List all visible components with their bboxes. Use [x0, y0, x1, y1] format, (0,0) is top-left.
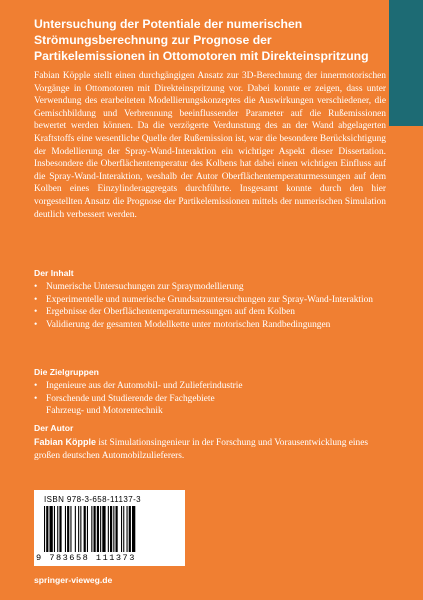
list-item: • Ergebnisse der Oberflächentemperaturmessungen auf dem Kolben [34, 306, 384, 319]
author-name: Fabian Köpple [34, 437, 97, 447]
barcode-digits: 9 783658 111373 [36, 553, 136, 563]
author-description: ist Simulationsingenieur in der Forschung und Vorausentwicklung eines großen deutschen Automobilzulieferers. [34, 438, 369, 461]
list-item: • Validierung der gesamten Modellkette unter motorischen Randbedingungen [34, 319, 384, 332]
abstract-text: Fabian Köpple stellt einen durchgängigen Ansatz zur 3D-Berechnung der innermotorischen Vorgänge in Ottomotoren mit Direkteinspritzung vor. Dabei konnte er zeigen, dass unter Verwendung des erarbeiteten Modellierungskonzeptes die Auswirkungen verschiedener, die Gemischbildung und Verbrennung beeinflussender Parameter auf die Rußemissionen bewertet werden können. Da die verzögerte Verdunstung des an der Wand abgelagerten Kraftstoffs eine wesentliche Quelle der Rußemission ist, war die besondere Berücksichtigung der Modellierung der Spray-Wand-Interaktion ein wichtiger Aspekt dieser Dissertation. Insbesondere die Oberflächentemperatur des Kolbens hat dabei einen wichtigen Einfluss auf die Spray-Wand-Interaktion, weshalb der Autor Oberflächentemperaturmessungen auf dem Kolben eines Einzylinderaggregats durchführte. Insgesamt konnte durch den hier vorgestellten Ansatz die Prognose der Partikelemissionen mittels der numerischen Simulation deutlich verbessert werden. [34, 71, 386, 220]
zielgruppen-list [34, 380, 384, 418]
inhalt-list [34, 281, 384, 331]
zielgruppen-heading: Die Zielgruppen [34, 367, 99, 377]
list-item: • Forschende und Studierende der Fachgebiete Fahrzeug- und Motorentechnik [34, 393, 384, 418]
list-item: • Ingenieure aus der Automobil- und Zulieferindustrie [34, 380, 384, 393]
autor-heading: Der Autor [34, 423, 74, 433]
isbn-number: ISBN 978-3-658-11137-3 [44, 495, 142, 504]
barcode-bars-icon [44, 506, 176, 552]
publisher-url: springer-vieweg.de [34, 575, 113, 585]
back-cover-title: Untersuchung der Potentiale der numerischen Strömungsberechnung zur Prognose der Partikelemissionen in Ottomotoren mit Direkteinspritzung [34, 17, 369, 63]
autor-text [34, 436, 386, 462]
inhalt-heading: Der Inhalt [34, 268, 74, 278]
list-item: • Numerische Untersuchungen zur Spraymodellierung [34, 281, 384, 294]
accent-bar [389, 0, 423, 126]
list-item: • Experimentelle und numerische Grundsatzuntersuchungen zur Spray-Wand-Interaktion [34, 294, 384, 307]
isbn-barcode [34, 490, 185, 566]
